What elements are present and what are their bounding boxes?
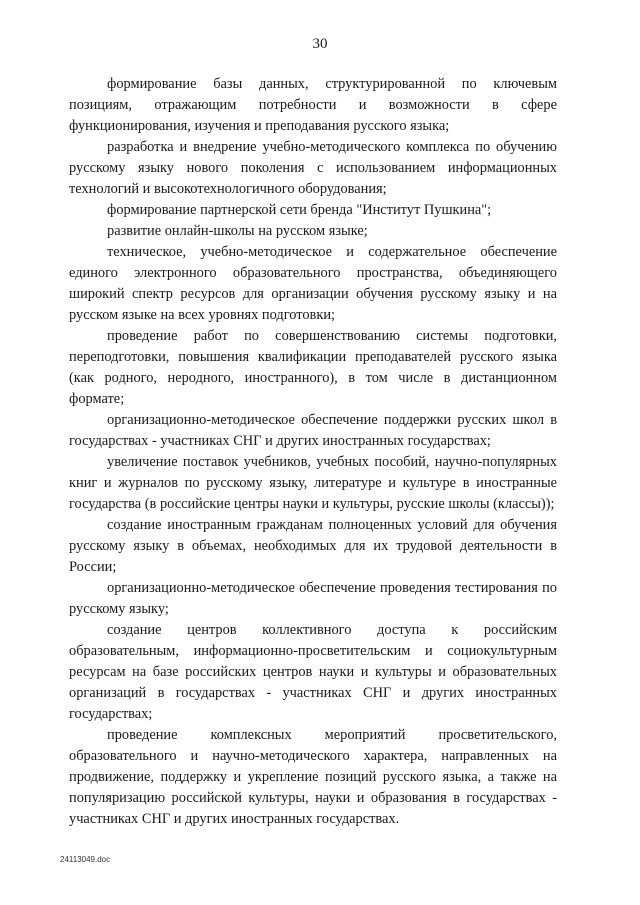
paragraph: формирование базы данных, структурированной по ключевым позициям, отражающим потребности и возможности в сфере функционирования, изучения и преподавания русского языка; [69,76,557,134]
paragraph: увеличение поставок учебников, учебных пособий, научно-популярных книг и журналов по русскому языку, литературе и культуре в иностранные государства (в российские центры науки и культуры, русские школы (классы)); [69,454,557,512]
document-footer-code: 24113049.doc [60,855,111,864]
paragraph: организационно-методическое обеспечение поддержки русских школ в государствах - участниках СНГ и других иностранных государствах; [69,412,557,449]
paragraph: организационно-методическое обеспечение проведения тестирования по русскому языку; [69,580,557,617]
document-body [69,74,557,830]
paragraph: создание центров коллективного доступа к российским образовательным, информационно-просветительским и социокультурным ресурсам на базе российских центров науки и культуры и образовательных организаций в государствах - участниках СНГ и других иностранных государствах; [69,622,557,722]
paragraph: техническое, учебно-методическое и содержательное обеспечение единого электронного образовательного пространства, объединяющего широкий спектр ресурсов для организации обучения русскому языку и на русском языке на всех уровнях подготовки; [69,244,557,323]
page-number: 30 [312,36,328,52]
paragraph: создание иностранным гражданам полноценных условий для обучения русскому языку в объемах, необходимых для их трудовой деятельности в России; [69,517,557,575]
paragraph: разработка и внедрение учебно-методического комплекса по обучению русскому языку нового поколения с использованием информационных технологий и высокотехнологичного оборудования; [69,139,557,197]
paragraph: формирование партнерской сети бренда "Институт Пушкина"; [107,202,492,218]
paragraph: проведение работ по совершенствованию системы подготовки, переподготовки, повышения квалификации преподавателей русского языка (как родного, неродного, иностранного), в том числе в дистанционном формате; [69,328,557,407]
paragraph: развитие онлайн-школы на русском языке; [107,223,368,239]
paragraph: проведение комплексных мероприятий просветительского, образовательного и научно-методического характера, направленных на продвижение, поддержку и укрепление позиций русского языка, а также на популяризацию российской культуры, науки и образования в государствах - участниках СНГ и других иностранных государствах. [69,727,557,827]
